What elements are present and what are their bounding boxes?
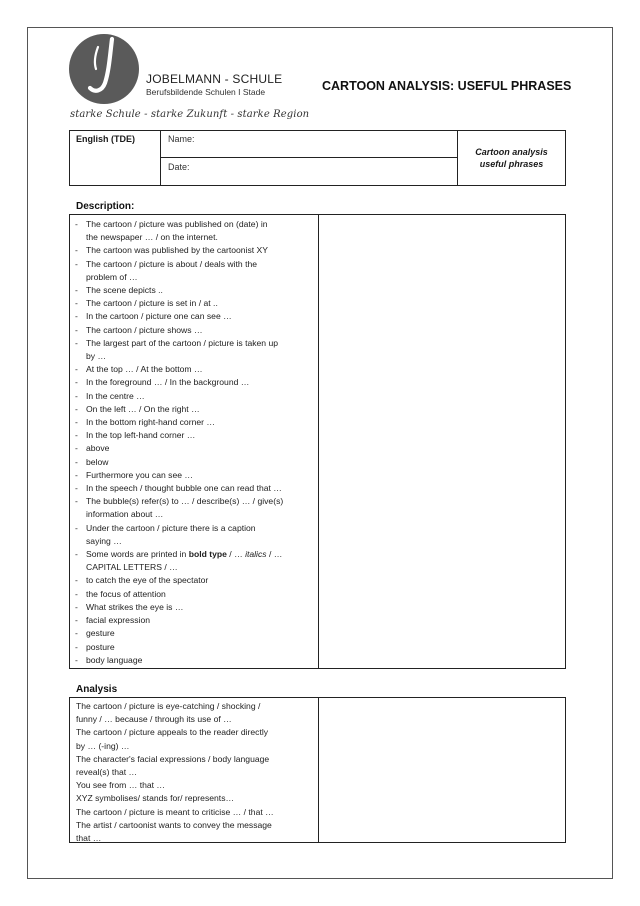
emphasis-bold: bold type bbox=[188, 549, 227, 560]
description-item bbox=[75, 456, 314, 469]
description-item bbox=[75, 324, 314, 337]
description-item-text: Under the cartoon / picture there is a caption bbox=[86, 522, 256, 533]
description-heading: Description: bbox=[76, 201, 135, 212]
description-item: - What strikes the eye is … bbox=[75, 601, 314, 614]
description-item-text: by … bbox=[86, 351, 107, 362]
description-item: - the focus of attention bbox=[75, 588, 314, 601]
description-item-text: In the foreground … / In the background … bbox=[86, 377, 250, 388]
analysis-line: The character's facial expressions / body language bbox=[76, 753, 270, 764]
description-item bbox=[75, 416, 314, 429]
description-item-text: At the top … / At the bottom … bbox=[86, 364, 203, 375]
description-item-text: saying … bbox=[86, 535, 122, 546]
description-item bbox=[75, 522, 314, 548]
description-item-text: On the left … / On the right … bbox=[86, 403, 200, 414]
description-item bbox=[75, 310, 314, 323]
emphasis-middle: / … bbox=[226, 549, 246, 560]
emphasis-suffix: / … bbox=[266, 549, 283, 560]
description-item bbox=[75, 442, 314, 455]
description-notes-column[interactable] bbox=[319, 215, 565, 668]
description-item bbox=[75, 337, 314, 363]
header-table bbox=[69, 130, 566, 186]
description-item-text: The bubble(s) refer(s) to … / describe(s) … / give(s) bbox=[86, 496, 284, 507]
description-item-text: In the top left-hand corner … bbox=[86, 430, 196, 441]
description-item-text: Furthermore you can see … bbox=[86, 469, 193, 480]
date-field[interactable]: Date: bbox=[161, 158, 458, 185]
description-item bbox=[75, 403, 314, 416]
worksheet-label bbox=[458, 131, 565, 185]
description-item-text: The scene depicts .. bbox=[86, 285, 163, 296]
description-item bbox=[75, 244, 314, 257]
analysis-line: The cartoon / picture appeals to the reader directly bbox=[76, 727, 269, 738]
school-slogan: starke Schule - starke Zukunft - starke Region bbox=[70, 109, 310, 120]
description-item-text: The cartoon was published by the cartoonist XY bbox=[86, 245, 269, 256]
description-item bbox=[75, 469, 314, 482]
description-item-text: In the cartoon / picture one can see … bbox=[86, 311, 232, 322]
description-item-text: In the bottom right-hand corner … bbox=[86, 417, 215, 428]
description-item-text: above bbox=[86, 443, 110, 454]
analysis-line: reveal(s) that … bbox=[76, 767, 138, 778]
emphasis-italic: italics bbox=[245, 549, 267, 560]
analysis-box bbox=[69, 697, 566, 843]
description-item-text: problem of … bbox=[86, 271, 138, 282]
description-item: - facial expression bbox=[75, 614, 314, 627]
description-item-text: information about … bbox=[86, 509, 164, 520]
analysis-line: The cartoon / picture is eye-catching / shocking / bbox=[76, 701, 261, 711]
description-item bbox=[75, 495, 314, 521]
subject-cell: English (TDE) bbox=[70, 131, 161, 185]
worksheet-label-line2: useful phrases bbox=[479, 159, 544, 169]
analysis-line: You see from … that … bbox=[76, 780, 166, 791]
description-item-text: The cartoon / picture shows … bbox=[86, 324, 203, 335]
description-item-text: The cartoon / picture is about / deals with the bbox=[86, 258, 258, 269]
analysis-phrases-column bbox=[70, 698, 319, 842]
analysis-notes-column[interactable] bbox=[319, 698, 565, 842]
analysis-heading: Analysis bbox=[76, 684, 118, 695]
description-phrases-column bbox=[70, 215, 319, 668]
description-item bbox=[75, 258, 314, 284]
worksheet-label-line1: Cartoon analysis bbox=[475, 147, 548, 157]
description-item-text: the newspaper … / on the internet. bbox=[86, 232, 218, 243]
emphasis-prefix: Some words are printed in bbox=[86, 549, 189, 560]
description-list bbox=[70, 215, 318, 667]
description-item bbox=[75, 363, 314, 376]
description-item-text: The largest part of the cartoon / picture is taken up bbox=[86, 337, 279, 348]
description-item-text: below bbox=[86, 456, 109, 467]
description-item bbox=[75, 284, 314, 297]
description-item: - gesture bbox=[75, 627, 314, 640]
name-field[interactable]: Name: bbox=[161, 131, 458, 158]
school-name: JOBELMANN - SCHULE bbox=[146, 72, 283, 86]
school-subtitle: Berufsbildende Schulen I Stade bbox=[146, 87, 266, 97]
description-item: - body language bbox=[75, 654, 314, 667]
description-item bbox=[75, 429, 314, 442]
description-item-text: The cartoon / picture is set in / at .. bbox=[86, 298, 218, 309]
description-item-emphasis bbox=[75, 548, 314, 574]
analysis-line: XYZ symbolises/ stands for/ represents… bbox=[76, 793, 235, 804]
description-box bbox=[69, 214, 566, 669]
description-item bbox=[75, 376, 314, 389]
description-item bbox=[75, 482, 314, 495]
analysis-line: The cartoon / picture is meant to criticise … / that … bbox=[76, 806, 274, 817]
analysis-line: funny / … because / through its use of … bbox=[76, 714, 232, 725]
emphasis-line2: CAPITAL LETTERS / … bbox=[86, 562, 178, 573]
analysis-line: by … (-ing) … bbox=[76, 740, 130, 751]
school-logo-icon bbox=[68, 33, 140, 105]
description-item-text: The cartoon / picture was published on (date) in bbox=[86, 219, 268, 229]
description-item bbox=[75, 297, 314, 310]
description-item: - posture bbox=[75, 641, 314, 654]
analysis-list bbox=[70, 698, 318, 845]
description-item: - to catch the eye of the spectator bbox=[75, 574, 314, 587]
description-item-text: In the centre … bbox=[86, 390, 145, 401]
analysis-line: The artist / cartoonist wants to convey the message bbox=[76, 819, 272, 830]
description-item-text: In the speech / thought bubble one can read that … bbox=[86, 483, 282, 494]
description-item bbox=[75, 218, 314, 244]
document-title: CARTOON ANALYSIS: USEFUL PHRASES bbox=[322, 79, 572, 93]
description-item bbox=[75, 390, 314, 403]
analysis-line: that … bbox=[76, 833, 102, 844]
